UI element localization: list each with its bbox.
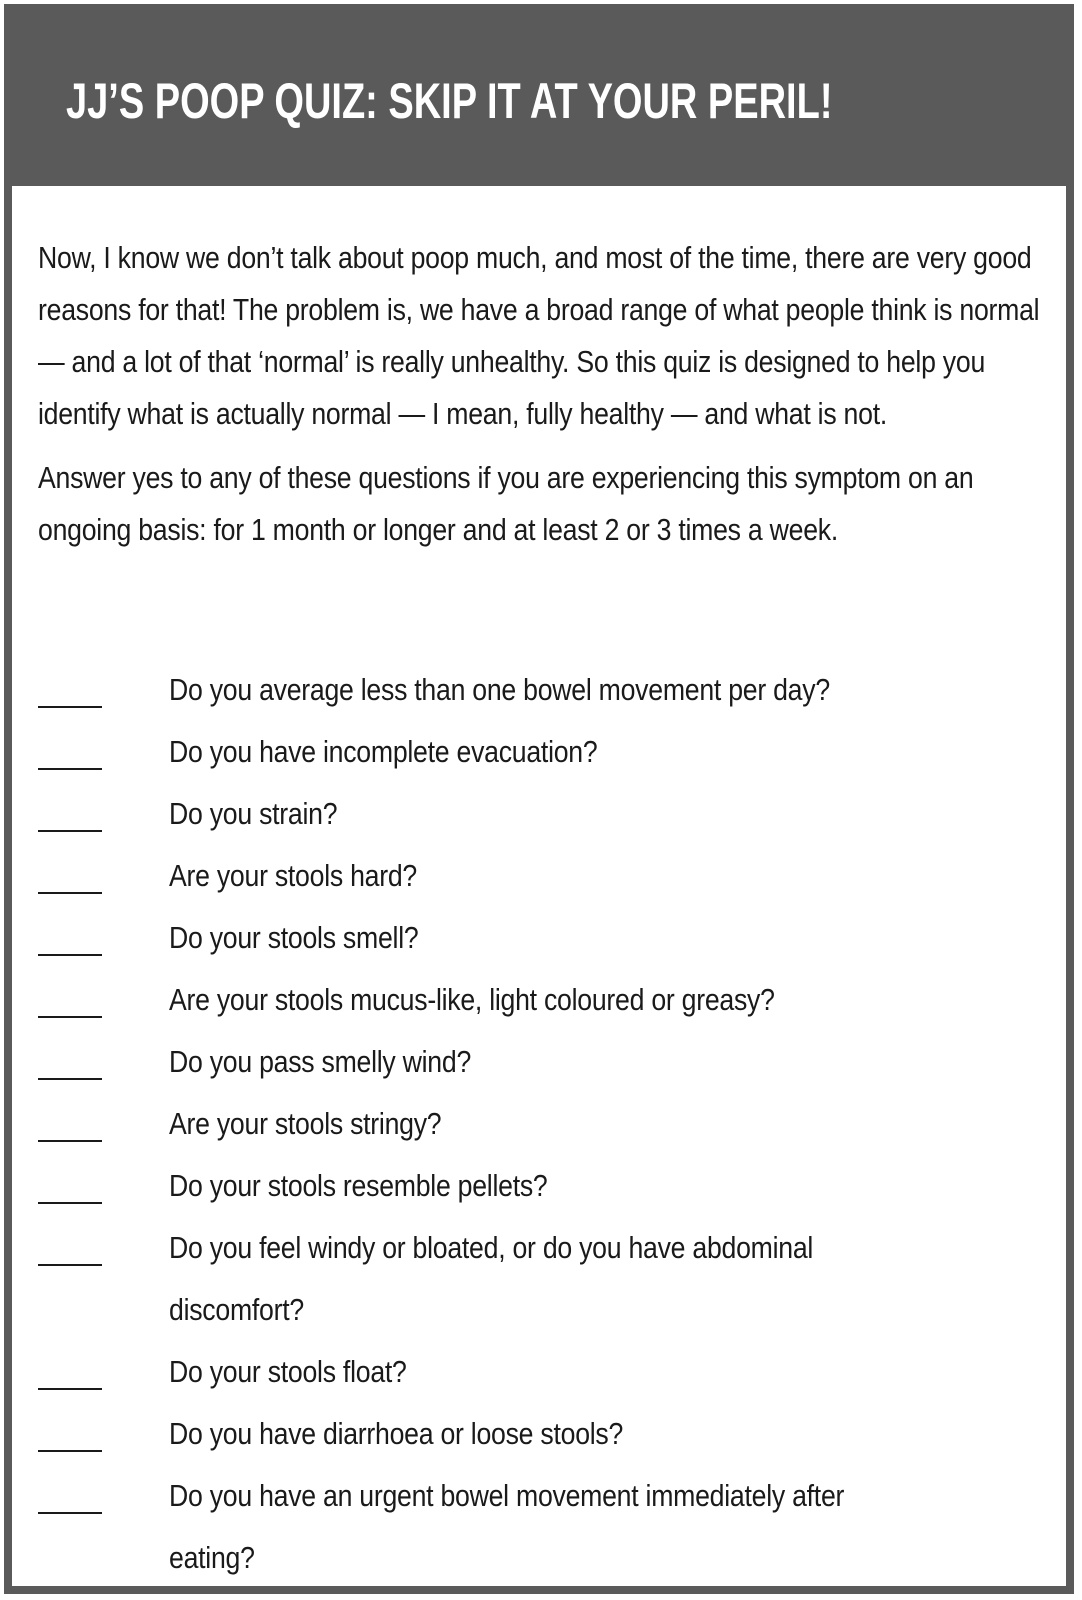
- question-text: Do you strain?: [169, 796, 338, 831]
- question-text: Do your stools smell?: [169, 920, 419, 955]
- answer-blank[interactable]: [38, 830, 102, 832]
- question-row: [38, 721, 1038, 783]
- answer-blank[interactable]: [38, 1450, 102, 1452]
- answer-blank[interactable]: [38, 1140, 102, 1142]
- page-title: JJ’S POOP QUIZ: SKIP IT AT YOUR PERIL!: [66, 73, 833, 129]
- question-text: Do you feel windy or bloated, or do you have abdominal discomfort?: [169, 1230, 814, 1327]
- answer-blank[interactable]: [38, 706, 102, 708]
- question-text: Do you have an urgent bowel movement immediately after eating?: [169, 1478, 845, 1575]
- question-text: Are your stools mucus-like, light coloured or greasy?: [169, 982, 775, 1017]
- question-row: [38, 845, 1038, 907]
- intro-section: [38, 232, 1038, 568]
- question-text: Are your stools hard?: [169, 858, 417, 893]
- question-text: Do your stools float?: [169, 1354, 407, 1389]
- question-row: [38, 1093, 1038, 1155]
- question-row: [38, 1403, 1038, 1465]
- answer-blank[interactable]: [38, 1264, 102, 1266]
- question-text: Do your stools resemble pellets?: [169, 1168, 548, 1203]
- answer-blank[interactable]: [38, 1512, 102, 1514]
- question-row: [38, 1217, 1038, 1341]
- question-text: Do you have diarrhoea or loose stools?: [169, 1416, 624, 1451]
- question-text: Do you average less than one bowel movement per day?: [169, 672, 830, 707]
- question-text: Do you pass smelly wind?: [169, 1044, 472, 1079]
- question-row: [38, 1031, 1038, 1093]
- answer-blank[interactable]: [38, 768, 102, 770]
- answer-blank[interactable]: [38, 892, 102, 894]
- question-list: [38, 659, 1038, 1589]
- question-row: [38, 969, 1038, 1031]
- question-row: [38, 1465, 1038, 1589]
- answer-blank[interactable]: [38, 1078, 102, 1080]
- question-row: [38, 1155, 1038, 1217]
- question-row: [38, 1341, 1038, 1403]
- question-text: Do you have incomplete evacuation?: [169, 734, 598, 769]
- answer-blank[interactable]: [38, 1388, 102, 1390]
- question-row: [38, 783, 1038, 845]
- intro-paragraph-1: Now, I know we don’t talk about poop much, and most of the time, there are very good reasons for that! The problem is, we have a broad range of what people think is normal — and a lot of that ‘normal’ is really unhealthy. So this quiz is designed to help you identify what is actually normal — I mean, fully healthy — and what is not.: [38, 240, 1040, 431]
- answer-blank[interactable]: [38, 1202, 102, 1204]
- answer-blank[interactable]: [38, 1016, 102, 1018]
- question-row: [38, 907, 1038, 969]
- answer-blank[interactable]: [38, 954, 102, 956]
- question-row: [38, 659, 1038, 721]
- question-text: Are your stools stringy?: [169, 1106, 442, 1141]
- intro-paragraph-2: Answer yes to any of these questions if you are experiencing this symptom on an ongoing basis: for 1 month or longer and at least 2 or 3 times a week.: [38, 460, 974, 547]
